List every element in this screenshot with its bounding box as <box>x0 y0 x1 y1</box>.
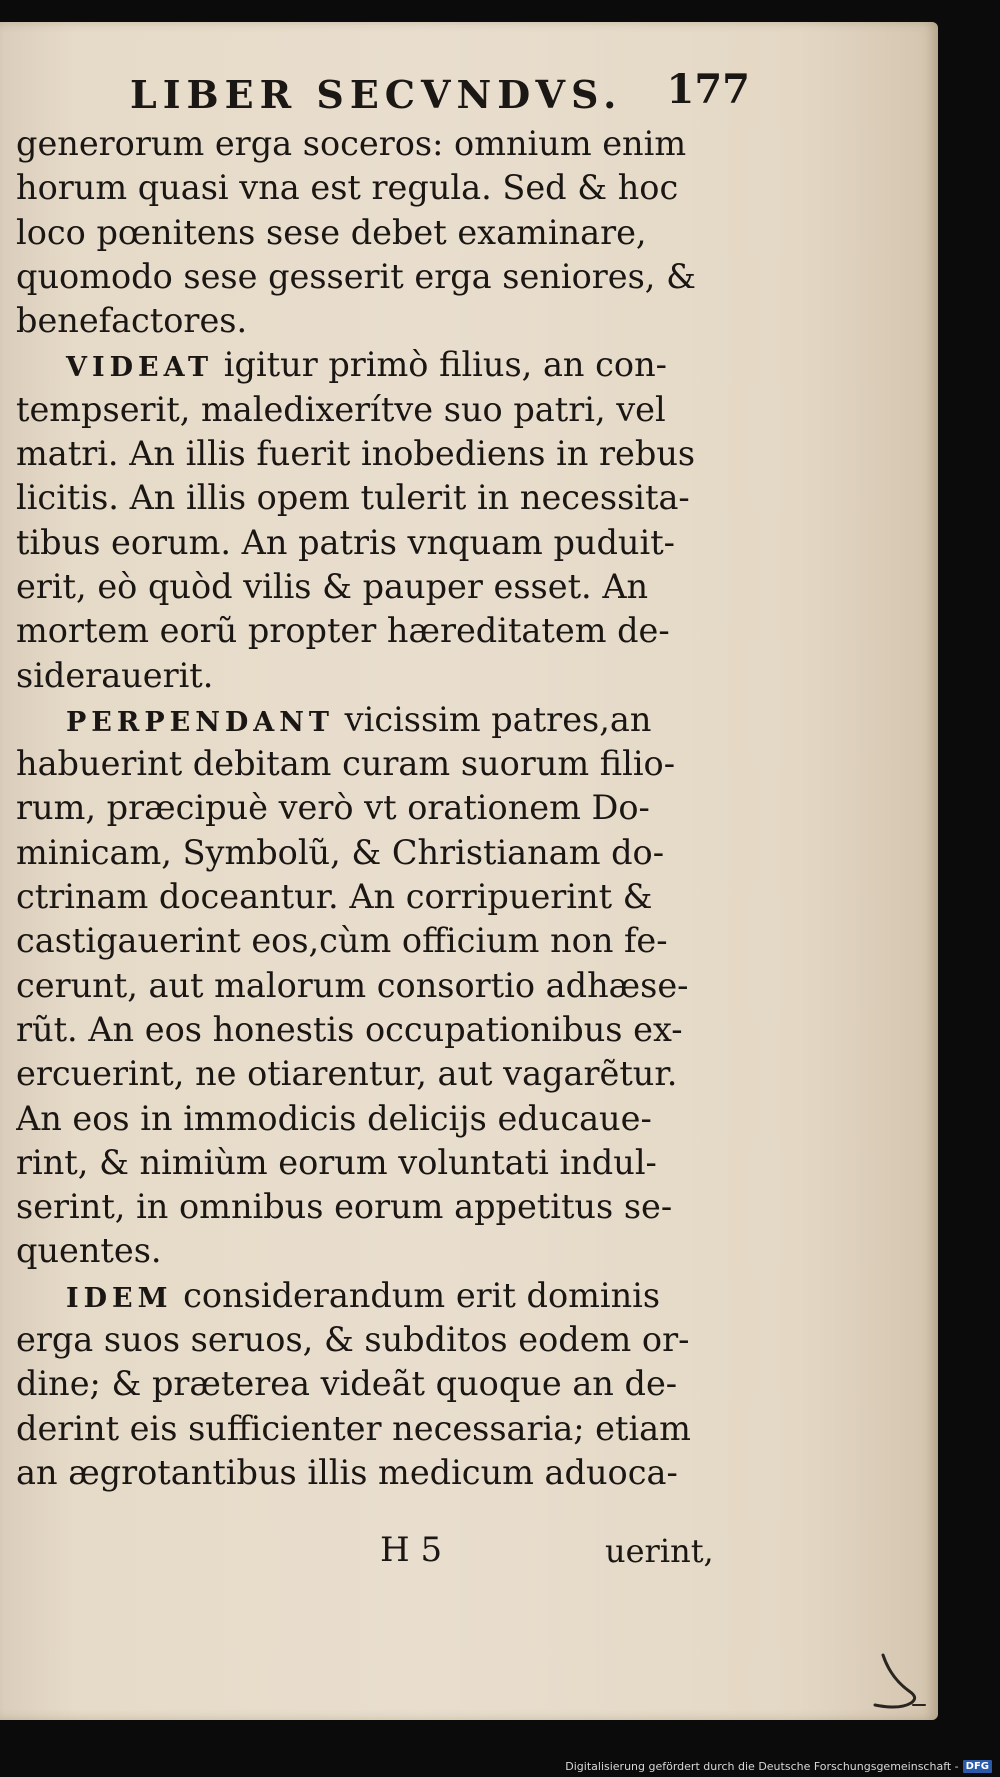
text-line: quentes. <box>16 1231 162 1271</box>
text-line: an ægrotantibus illis medicum aduoca- <box>16 1452 678 1492</box>
paragraph-4 <box>16 1274 706 1495</box>
body-text <box>16 122 706 1495</box>
text-line: ctrinam doceantur. An corripuerint & <box>16 877 653 917</box>
text-line: horum quasi vna est regula. Sed & hoc <box>16 168 679 208</box>
text-line: derint eis sufficienter necessaria; etiam <box>16 1408 691 1448</box>
paragraph-2 <box>16 343 706 697</box>
digitization-credit <box>565 1760 992 1773</box>
text-line: ercuerint, ne otiarentur, aut vagarẽtur. <box>16 1054 678 1094</box>
running-head: LIBER SECVNDVS. <box>130 72 623 117</box>
text-line: serint, in omnibus eorum appetitus se- <box>16 1187 673 1227</box>
text-line: habuerint debitam curam suorum filio- <box>16 744 676 784</box>
text-line: loco pœnitens sese debet examinare, <box>16 212 647 252</box>
text-line: generorum erga soceros: omnium enim <box>16 124 687 163</box>
text-line-lead <box>16 1274 706 1318</box>
text-line-lead <box>16 698 706 742</box>
text-line-lead <box>16 343 706 387</box>
text-line: rum, præcipuè verò vt orationem Do- <box>16 788 650 828</box>
text-line: erga suos seruos, & subditos eodem or- <box>16 1320 690 1360</box>
text-line: siderauerit. <box>16 655 214 695</box>
dfg-logo-icon: DFG <box>963 1760 992 1773</box>
text-line: quomodo sese gesserit erga seniores, & <box>16 256 696 296</box>
text-line: dine; & præterea videãt quoque an de- <box>16 1364 678 1404</box>
text-line: An eos in immodicis delicijs educaue- <box>16 1098 652 1138</box>
lead-line-text: considerandum erit dominis <box>172 1275 661 1315</box>
text-line: rũt. An eos honestis occupationibus ex- <box>16 1009 683 1049</box>
lead-word: VIDEAT <box>66 352 214 384</box>
text-line: erit, eò quòd vilis & pauper esset. An <box>16 566 649 606</box>
text-line: castigauerint eos,cùm officium non fe- <box>16 921 668 961</box>
text-line: rint, & nimiùm eorum voluntati indul- <box>16 1142 657 1182</box>
text-line: minicam, Symbolũ, & Christianam do- <box>16 832 665 872</box>
text-line: tibus eorum. An patris vnquam puduit- <box>16 522 675 562</box>
text-line: cerunt, aut malorum consortio adhæse- <box>16 965 689 1005</box>
catchword: uerint, <box>605 1532 714 1570</box>
text-line: tempserit, maledixerítve suo patri, vel <box>16 389 666 429</box>
text-line: benefactores. <box>16 301 248 341</box>
lead-line-text: vicissim patres,an <box>334 699 652 739</box>
text-line: mortem eorũ propter hæreditatem de- <box>16 611 670 651</box>
pencil-mark-icon <box>865 1647 935 1717</box>
book-page <box>0 22 938 1720</box>
signature-mark: H 5 <box>380 1530 443 1570</box>
lead-line-text: igitur primò filius, an con- <box>213 345 667 385</box>
lead-word: IDEM <box>66 1282 173 1314</box>
text-line: licitis. An illis opem tulerit in necessita- <box>16 478 690 518</box>
page-number: 177 <box>666 66 750 113</box>
page-header <box>130 62 750 122</box>
paragraph-1 <box>16 122 706 343</box>
credit-text: Digitalisierung gefördert durch die Deutsche Forschungsgemeinschaft - <box>565 1760 959 1773</box>
lead-word: PERPENDANT <box>66 706 335 738</box>
text-line: matri. An illis fuerit inobediens in rebus <box>16 434 696 474</box>
paragraph-3 <box>16 698 706 1274</box>
